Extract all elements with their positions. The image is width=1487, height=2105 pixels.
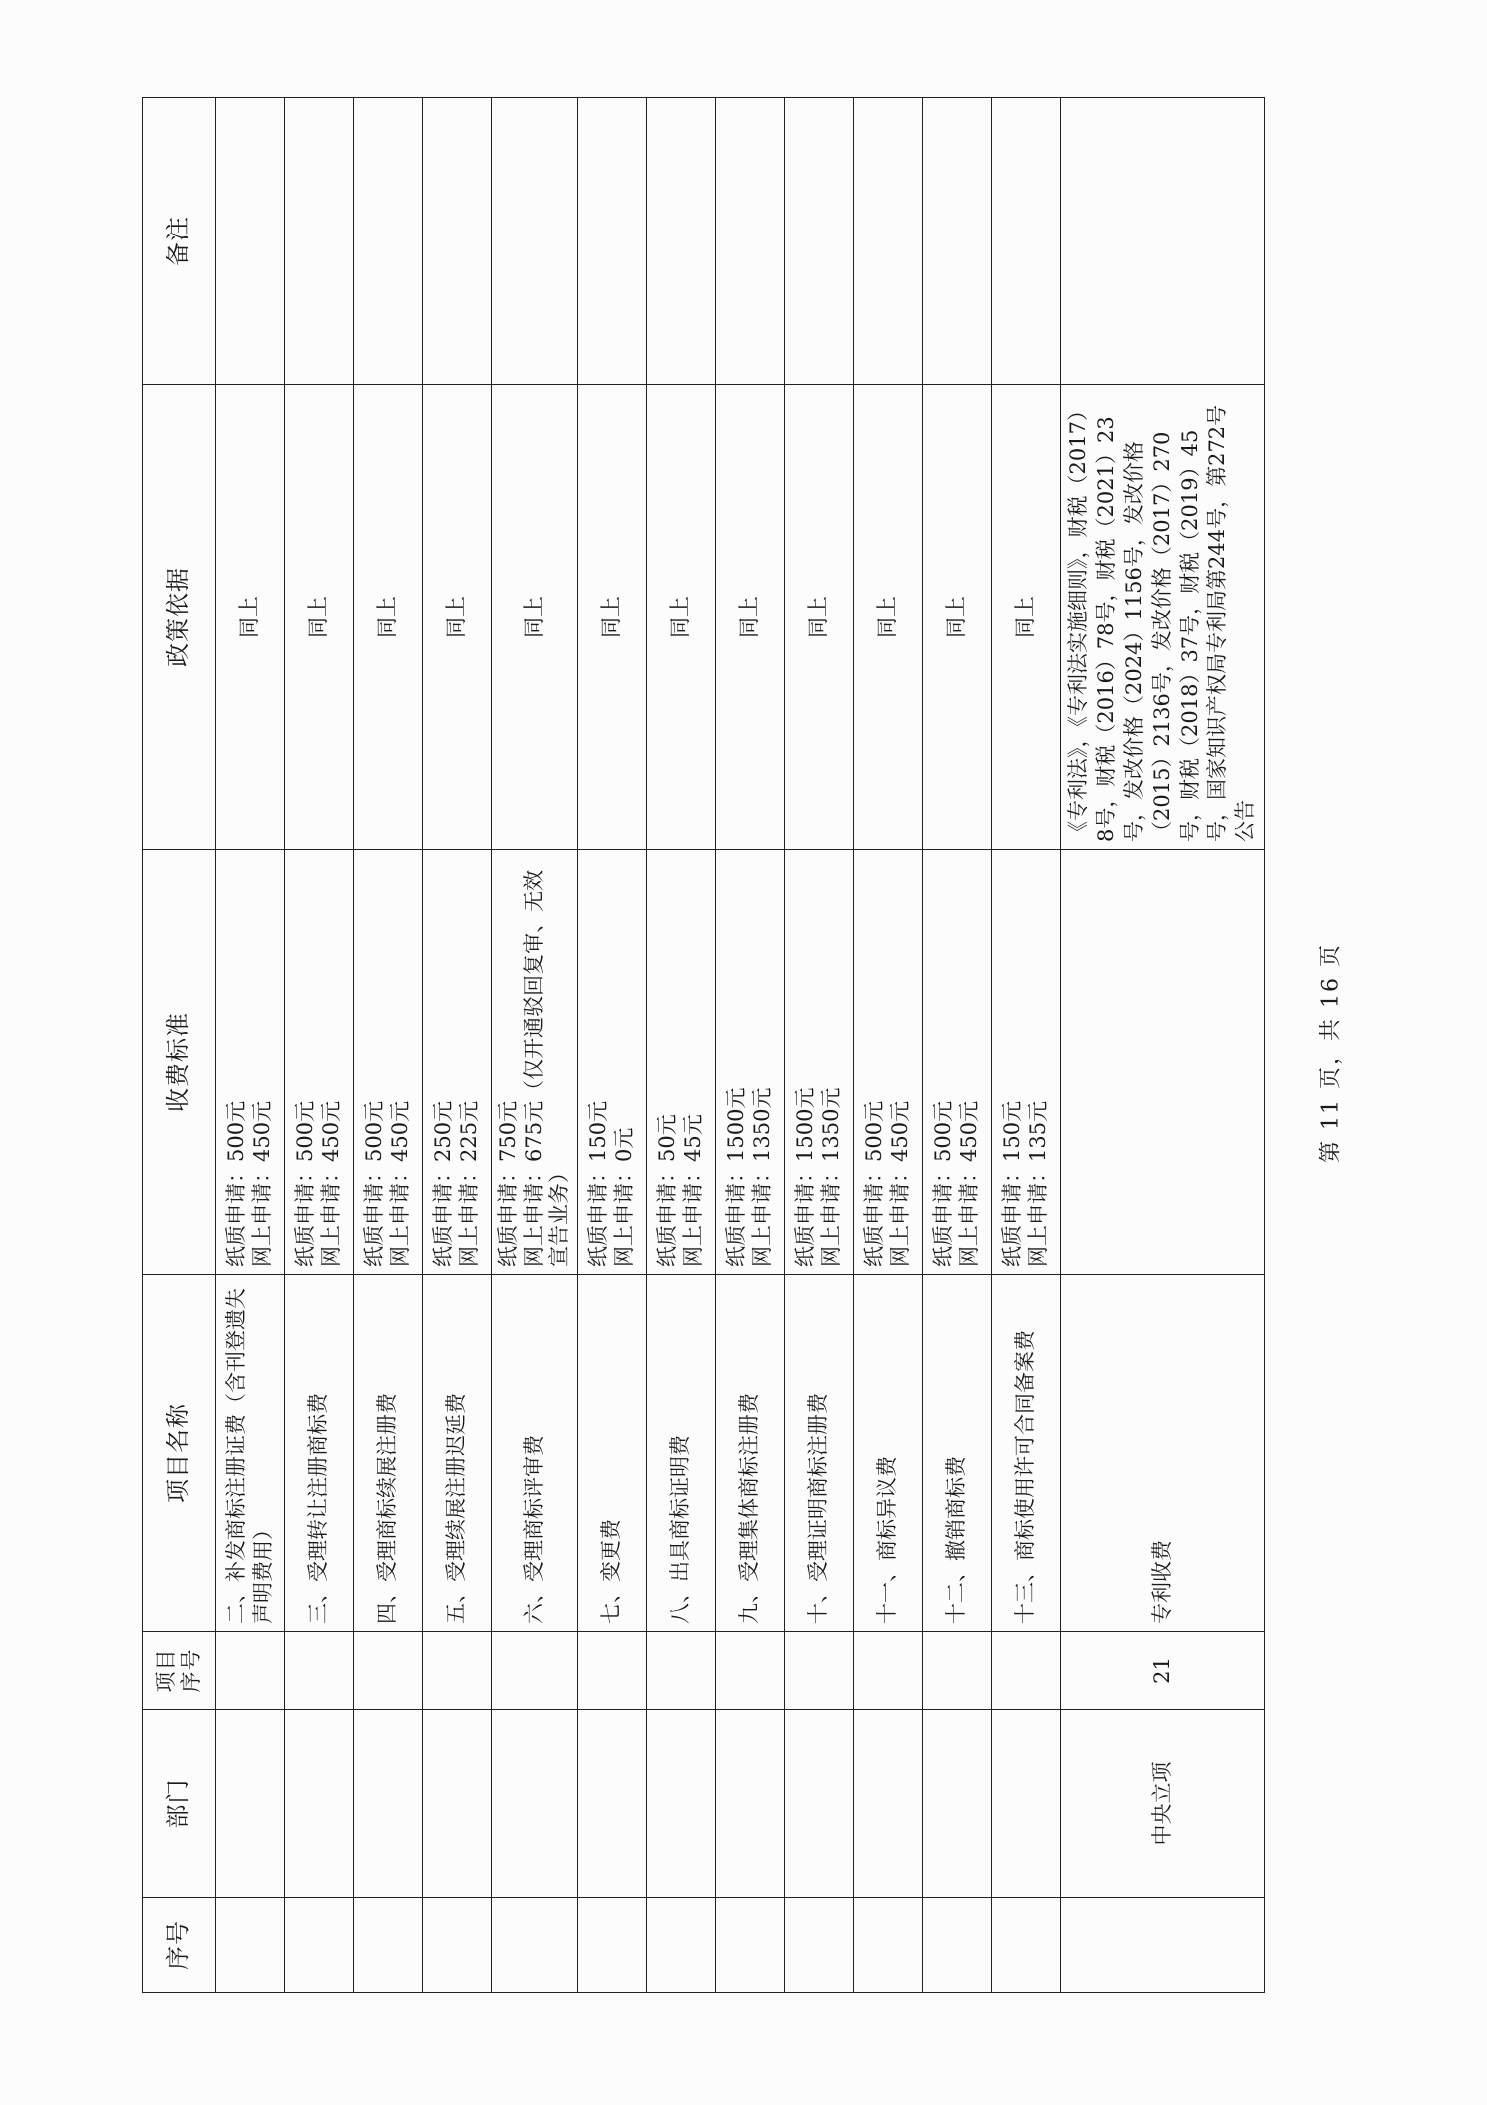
cell-seq <box>646 1898 715 1993</box>
cell-remark <box>853 98 922 385</box>
cell-policy-basis: 同上 <box>646 385 715 850</box>
cell-seq <box>354 1898 423 1993</box>
cell-seq <box>216 1898 285 1993</box>
cell-fee-standard: 纸质申请：150元 网上申请：135元 <box>991 850 1060 1275</box>
cell-seq <box>1060 1898 1264 1993</box>
cell-item-name: 十一、商标异议费 <box>853 1275 922 1632</box>
cell-policy-basis: 同上 <box>715 385 784 850</box>
header-remark: 备注 <box>143 98 216 385</box>
cell-seq <box>784 1898 853 1993</box>
cell-remark <box>285 98 354 385</box>
cell-item-no <box>784 1632 853 1710</box>
cell-dept <box>784 1710 853 1898</box>
cell-item-name: 三、受理转让注册商标费 <box>285 1275 354 1632</box>
cell-fee-standard: 纸质申请：1500元 网上申请：1350元 <box>784 850 853 1275</box>
cell-fee-standard: 纸质申请：250元 网上申请：225元 <box>423 850 492 1275</box>
cell-seq <box>285 1898 354 1993</box>
cell-item-name: 五、受理续展注册迟延费 <box>423 1275 492 1632</box>
cell-dept <box>216 1710 285 1898</box>
cell-seq <box>492 1898 578 1993</box>
table-row <box>354 98 423 1993</box>
cell-remark <box>492 98 578 385</box>
cell-policy-basis: 同上 <box>853 385 922 850</box>
cell-item-name: 二、补发商标注册证费（含刊登遗失声明费用） <box>216 1275 285 1632</box>
cell-remark <box>715 98 784 385</box>
header-seq: 序号 <box>143 1898 216 1993</box>
cell-dept <box>577 1710 646 1898</box>
table-row <box>492 98 578 1993</box>
cell-seq <box>922 1898 991 1993</box>
cell-item-name: 八、出具商标证明费 <box>646 1275 715 1632</box>
cell-seq <box>853 1898 922 1993</box>
table-row <box>991 98 1060 1993</box>
cell-fee-standard <box>1060 850 1264 1275</box>
cell-policy-basis: 同上 <box>922 385 991 850</box>
cell-fee-standard: 纸质申请：500元 网上申请：450元 <box>285 850 354 1275</box>
table-row <box>922 98 991 1993</box>
cell-remark <box>216 98 285 385</box>
cell-remark <box>922 98 991 385</box>
cell-item-no <box>715 1632 784 1710</box>
cell-item-no <box>853 1632 922 1710</box>
cell-dept: 中央立项 <box>1060 1710 1264 1898</box>
cell-dept <box>354 1710 423 1898</box>
cell-policy-basis: 同上 <box>991 385 1060 850</box>
cell-dept <box>646 1710 715 1898</box>
table-row <box>853 98 922 1993</box>
table-row <box>577 98 646 1993</box>
cell-fee-standard: 纸质申请：500元 网上申请：450元 <box>354 850 423 1275</box>
cell-policy-basis: 同上 <box>216 385 285 850</box>
cell-item-name: 四、受理商标续展注册费 <box>354 1275 423 1632</box>
cell-item-name: 七、变更费 <box>577 1275 646 1632</box>
rotated-table-wrapper <box>142 98 1259 1993</box>
cell-seq <box>423 1898 492 1993</box>
fee-table <box>142 97 1265 1993</box>
cell-item-no <box>646 1632 715 1710</box>
cell-item-no <box>423 1632 492 1710</box>
cell-remark <box>577 98 646 385</box>
cell-seq <box>991 1898 1060 1993</box>
cell-remark <box>423 98 492 385</box>
cell-policy-basis: 同上 <box>492 385 578 850</box>
cell-remark <box>354 98 423 385</box>
cell-item-no <box>285 1632 354 1710</box>
cell-policy-basis: 同上 <box>354 385 423 850</box>
cell-remark <box>1060 98 1264 385</box>
table-row <box>646 98 715 1993</box>
cell-seq <box>577 1898 646 1993</box>
table-header-row <box>143 98 216 1993</box>
cell-dept <box>285 1710 354 1898</box>
table-row <box>216 98 285 1993</box>
cell-fee-standard: 纸质申请：500元 网上申请：450元 <box>922 850 991 1275</box>
cell-fee-standard: 纸质申请：50元 网上申请：45元 <box>646 850 715 1275</box>
header-item-no: 项目序号 <box>143 1632 216 1710</box>
cell-dept <box>492 1710 578 1898</box>
cell-dept <box>991 1710 1060 1898</box>
cell-item-no <box>922 1632 991 1710</box>
cell-fee-standard: 纸质申请：150元 网上申请：0元 <box>577 850 646 1275</box>
cell-item-name: 十三、商标使用许可合同备案费 <box>991 1275 1060 1632</box>
table-row <box>715 98 784 1993</box>
cell-item-name: 专利收费 <box>1060 1275 1264 1632</box>
cell-remark <box>991 98 1060 385</box>
table-row <box>1060 98 1264 1993</box>
cell-item-no: 21 <box>1060 1632 1264 1710</box>
cell-item-no <box>216 1632 285 1710</box>
table-row <box>285 98 354 1993</box>
cell-item-name: 九、受理集体商标注册费 <box>715 1275 784 1632</box>
page-number: 第 11 页，共 16 页 <box>1318 943 1344 1163</box>
cell-item-no <box>577 1632 646 1710</box>
cell-item-name: 六、受理商标评审费 <box>492 1275 578 1632</box>
cell-dept <box>423 1710 492 1898</box>
header-fee-standard: 收费标准 <box>143 850 216 1275</box>
cell-fee-standard: 纸质申请：750元 网上申请：675元（仅开通驳回复审、无效宣告业务） <box>492 850 578 1275</box>
cell-policy-basis: 同上 <box>285 385 354 850</box>
cell-item-no <box>492 1632 578 1710</box>
cell-seq <box>715 1898 784 1993</box>
cell-policy-basis: 同上 <box>784 385 853 850</box>
header-policy-basis: 政策依据 <box>143 385 216 850</box>
cell-dept <box>853 1710 922 1898</box>
cell-fee-standard: 纸质申请：500元 网上申请：450元 <box>853 850 922 1275</box>
cell-dept <box>922 1710 991 1898</box>
cell-remark <box>784 98 853 385</box>
header-dept: 部门 <box>143 1710 216 1898</box>
cell-item-no <box>354 1632 423 1710</box>
cell-item-no <box>991 1632 1060 1710</box>
cell-dept <box>715 1710 784 1898</box>
cell-item-name: 十二、撤销商标费 <box>922 1275 991 1632</box>
cell-fee-standard: 纸质申请：500元 网上申请：450元 <box>216 850 285 1275</box>
cell-item-name: 十、受理证明商标注册费 <box>784 1275 853 1632</box>
cell-policy-basis: 《专利法》，《专利法实施细则》，财税（2017）8号，财税（2016）78号，财税（2021）23号，发改价格（2024）1156号，发改价格（2015）2136号，发改价格（2017）270号，财税（2018）37号，财税（2019）45号，国家知识产权局专利局第244号，第272号公告 <box>1060 385 1264 850</box>
cell-remark <box>646 98 715 385</box>
cell-policy-basis: 同上 <box>577 385 646 850</box>
cell-policy-basis: 同上 <box>423 385 492 850</box>
table-row <box>784 98 853 1993</box>
header-item-name: 项目名称 <box>143 1275 216 1632</box>
table-row <box>423 98 492 1993</box>
cell-fee-standard: 纸质申请：1500元 网上申请：1350元 <box>715 850 784 1275</box>
